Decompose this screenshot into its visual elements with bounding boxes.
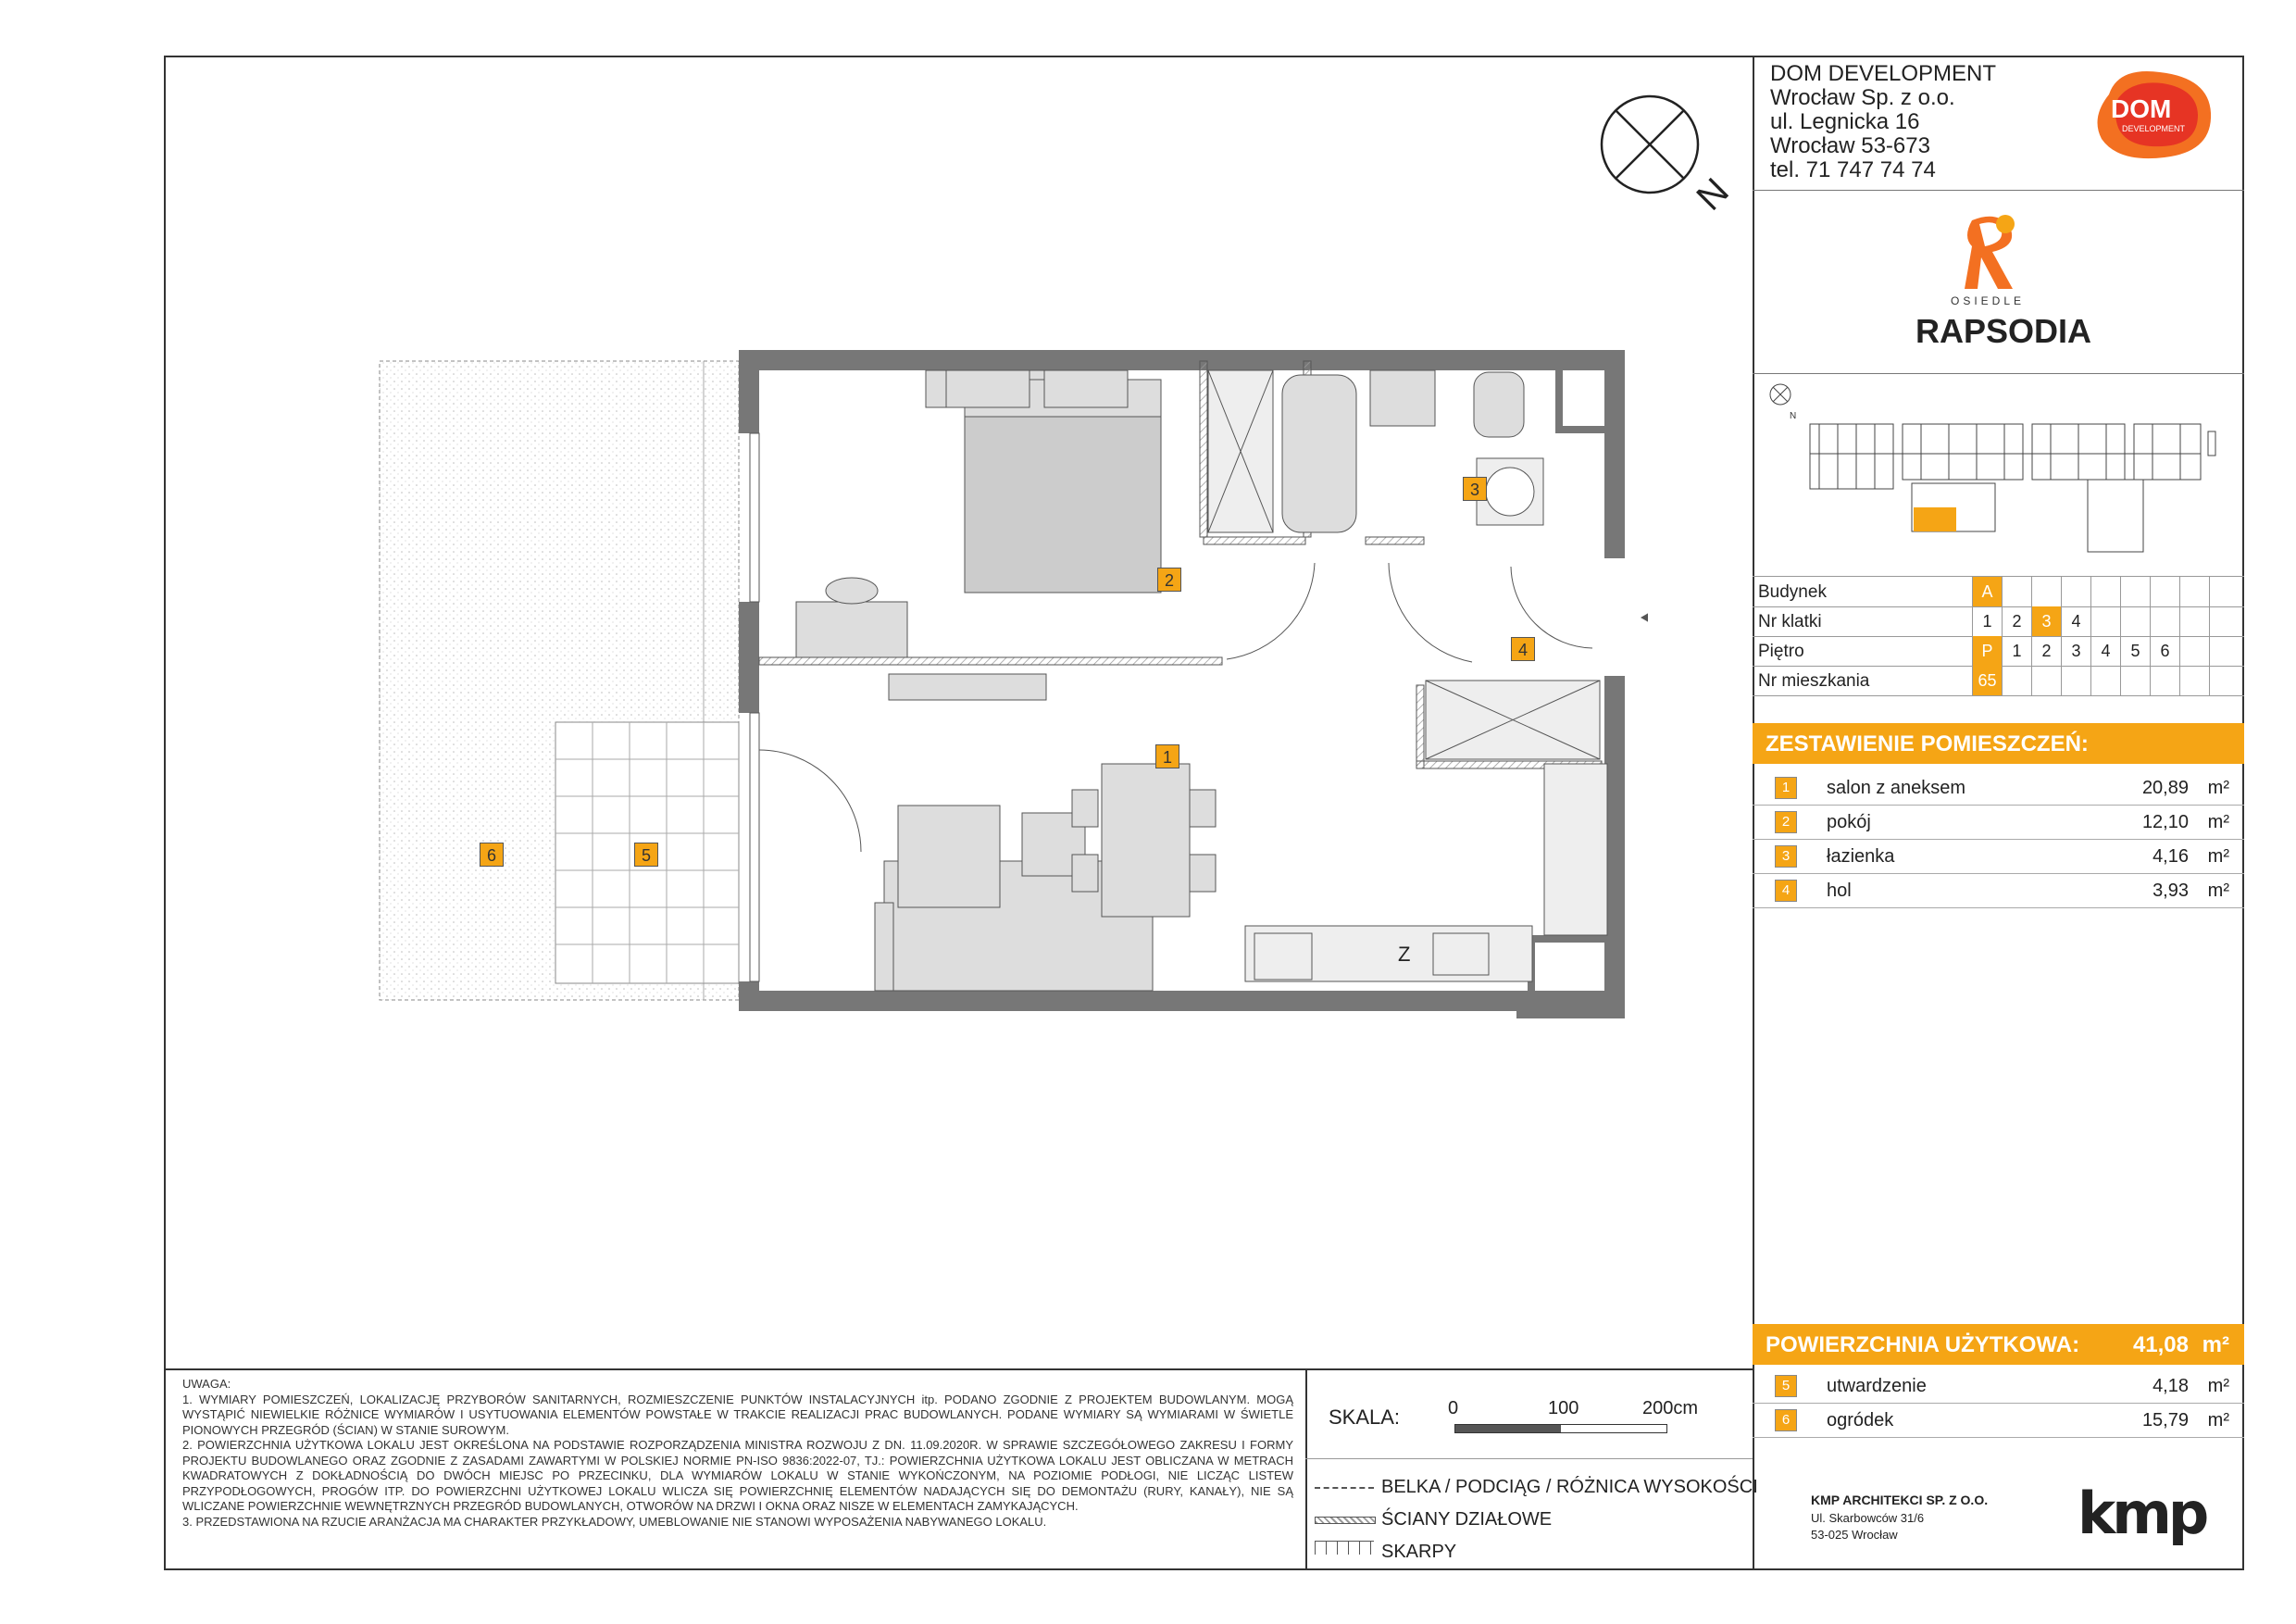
- kitchen-label: Z: [1398, 943, 1411, 966]
- header-divider: [1753, 190, 2244, 191]
- location-row-label: Nr mieszkania: [1758, 671, 1870, 691]
- legend-beam-line: [1315, 1487, 1374, 1489]
- room-area: 20,89: [2141, 778, 2189, 798]
- location-cell: [2209, 666, 2239, 695]
- location-cell: [2150, 577, 2179, 606]
- room-unit: m²: [2207, 812, 2229, 832]
- room-row: [1753, 839, 2244, 874]
- location-cell: [2150, 666, 2179, 695]
- room-area: 4,16: [2152, 846, 2189, 867]
- architect-name: KMP ARCHITEKCI SP. Z O.O.: [1811, 1493, 1989, 1507]
- room-name: łazienka: [1827, 846, 1895, 867]
- kmp-logo: kmp: [2078, 1480, 2206, 1547]
- room-area: 15,79: [2141, 1410, 2189, 1430]
- estate-divider: [1753, 373, 2244, 374]
- key-plan: [1764, 380, 2238, 574]
- note-1: 1. WYMIARY POMIESZCZEŃ, LOKALIZACJĘ PRZYBORÓW SANITARNYCH, ROZMIESZCZENIE PUNKTÓW INSTALACYJNYCH itp. PODANO ZGODNIE Z PROJEKTEM BUDOWLANYM. MOGĄ WYSTĄPIĆ NIEWIELKIE RÓŻNICE WYMIARÓW I USYTUOWANIA ELEMENTÓW POWSTAŁE W TRAKCIE REALIZACJI PRAC BUDOWLANYCH. PODANE WYMIARY SĄ WYMIARAMI W ŚWIETLE PIONOWYCH PRZEGRÓD (ŚCIAN) W STANIE SUROWYM.: [182, 1392, 1293, 1437]
- location-cell: [2179, 577, 2209, 606]
- room-num: 2: [1775, 811, 1797, 833]
- room-num: 1: [1775, 777, 1797, 799]
- legend-wall-swatch: [1315, 1517, 1376, 1524]
- scale-tick-200: 200cm: [1642, 1398, 1699, 1418]
- location-cell: [2150, 606, 2179, 636]
- location-cell: [2002, 577, 2031, 606]
- location-cell: [2209, 636, 2239, 666]
- room-row: [1753, 1368, 2244, 1404]
- plan-label-6: 6: [480, 843, 504, 867]
- location-cell: [2090, 666, 2120, 695]
- room-area: 12,10: [2141, 812, 2189, 832]
- location-cell: [2061, 666, 2090, 695]
- legend-slopes: SKARPY: [1381, 1542, 1457, 1562]
- location-row: [1753, 606, 2244, 637]
- room-unit: m²: [2207, 881, 2229, 901]
- company-city: Wrocław 53-673: [1770, 133, 1930, 158]
- scale-bar: [1454, 1424, 1667, 1433]
- location-cell: [2209, 577, 2239, 606]
- architect-street: Ul. Skarbowców 31/6: [1811, 1511, 1925, 1525]
- dom-logo: [2090, 67, 2215, 163]
- company-info: [1770, 62, 1996, 182]
- location-cell: A: [1972, 577, 2002, 606]
- location-row: [1753, 666, 2244, 696]
- room-unit: m²: [2207, 1376, 2229, 1396]
- scale-legend-divider: [1305, 1458, 1753, 1459]
- location-cell: [2061, 577, 2090, 606]
- location-cell: [2179, 636, 2209, 666]
- location-cell: 2: [2031, 636, 2061, 666]
- plan-label-4: 4: [1511, 637, 1535, 661]
- location-cell: [2031, 577, 2061, 606]
- location-cell: [2090, 606, 2120, 636]
- location-cell: P: [1972, 636, 2002, 666]
- notes-title: UWAGA:: [182, 1377, 231, 1391]
- location-cell: 1: [1972, 606, 2002, 636]
- room-unit: m²: [2207, 1410, 2229, 1430]
- plan-label-1: 1: [1155, 744, 1179, 768]
- room-row: [1753, 805, 2244, 840]
- location-row-label: Piętro: [1758, 642, 1804, 661]
- location-cell: 5: [2120, 636, 2150, 666]
- estate-name: RAPSODIA: [1915, 312, 2092, 350]
- location-cell: 1: [2002, 636, 2031, 666]
- location-cell: [2179, 606, 2209, 636]
- legend-beam: BELKA / PODCIĄG / RÓŻNICA WYSOKOŚCI: [1381, 1477, 1758, 1497]
- total-area-label: POWIERZCHNIA UŻYTKOWA:: [1766, 1332, 2080, 1357]
- compass-label: N: [1689, 170, 1737, 219]
- floor-plan: [370, 343, 1648, 1046]
- footer-split: [1305, 1368, 1307, 1570]
- location-cell: 6: [2150, 636, 2179, 666]
- room-unit: m²: [2207, 846, 2229, 867]
- location-row-label: Budynek: [1758, 582, 1827, 602]
- location-cell: [2002, 666, 2031, 695]
- dom-logo-sub: DEVELOPMENT: [2122, 124, 2186, 133]
- company-address: ul. Legnicka 16: [1770, 109, 1920, 134]
- location-cell: 3: [2031, 606, 2061, 636]
- room-unit: m²: [2207, 778, 2229, 798]
- location-row: [1753, 577, 2244, 607]
- location-cell: [2120, 606, 2150, 636]
- plan-label-3: 3: [1463, 477, 1487, 501]
- scale-tick-0: 0: [1448, 1398, 1459, 1418]
- location-cell: [2209, 606, 2239, 636]
- room-num: 6: [1775, 1409, 1797, 1431]
- room-area: 3,93: [2152, 881, 2189, 901]
- total-area-band: [1753, 1324, 2244, 1365]
- estate-small: OSIEDLE: [1951, 294, 2026, 307]
- rooms-header: [1753, 723, 2244, 764]
- legend-slope-swatch: [1315, 1541, 1374, 1555]
- location-cell: 2: [2002, 606, 2031, 636]
- footer-divider: [164, 1368, 1753, 1370]
- room-num: 3: [1775, 845, 1797, 868]
- company-line2: Wrocław Sp. z o.o.: [1770, 85, 1955, 110]
- legend-walls: ŚCIANY DZIAŁOWE: [1381, 1509, 1553, 1530]
- location-cell: 3: [2061, 636, 2090, 666]
- note-3: 3. PRZEDSTAWIONA NA RZUCIE ARANŻACJA MA CHARAKTER PRZYKŁADOWY, UMEBLOWANIE NIE STANOWI WYPOSAŻENIA NABYWANEGO LOKALU.: [182, 1514, 1047, 1529]
- location-cell: [2120, 666, 2150, 695]
- location-row: [1753, 636, 2244, 667]
- room-name: utwardzenie: [1827, 1376, 1927, 1396]
- rooms-header-text: ZESTAWIENIE POMIESZCZEŃ:: [1766, 731, 2089, 756]
- room-name: hol: [1827, 881, 1852, 901]
- rapsodia-logo: [1944, 209, 2037, 293]
- note-2: 2. POWIERZCHNIA UŻYTKOWA LOKALU JEST OKREŚLONA NA PODSTAWIE ROZPORZĄDZENIA MINISTRA ROZWOJU Z DN. 11.09.2020R. W SPRAWIE SZCZEGÓŁOWEGO ZAKRESU I FORMY PROJEKTU BUDOWLANEGO ORAZ ZGODNIE Z ZASADAMI ZAWARTYMI W POLSKIEJ NORMIE PN-ISO 9836:2022-07, TJ.: POWIERZCHNIA UŻYTKOWA LOKALU JEST OBLICZANA W METRACH KWADRATOWYCH Z DOKŁADNOŚCIĄ DO DWÓCH MIEJSC PO PRZECINKU, DLA WYMIARÓW LOKALU W STANIE WYKOŃCZONYM, NA POZIOMIE PODŁOGI, NIE LICZĄC LISTEW PRZYPODŁOGOWYCH, PROGÓW ITP. DO POWIERZCHNI UŻYTKOWEJ LOKALU WLICZA SIĘ POWIERZCHNIĘ ELEMENTÓW NADAJĄCYCH SIĘ DO DEMONTAŻU (RURY, KANAŁY), NIE SĄ WLICZANE POWIERZCHNIE WEWNĘTRZNYCH PRZEGRÓD BUDOWLANYCH, OTWORÓW NA DRZWI I OKNA ORAZ NISZE W ELEMENTACH ZAMYKAJĄCYCH.: [182, 1438, 1293, 1513]
- location-cell: 4: [2090, 636, 2120, 666]
- location-cell: 4: [2061, 606, 2090, 636]
- architect-city: 53-025 Wrocław: [1811, 1528, 1898, 1542]
- total-area-value: 41,08: [2132, 1332, 2189, 1357]
- plan-label-5: 5: [634, 843, 658, 867]
- plan-label-2: 2: [1157, 568, 1181, 592]
- room-area: 4,18: [2152, 1376, 2189, 1396]
- scale-tick-100: 100: [1548, 1398, 1579, 1418]
- room-row: [1753, 1403, 2244, 1438]
- location-cell: 65: [1972, 666, 2002, 695]
- company-name: DOM DEVELOPMENT: [1770, 61, 1997, 86]
- location-row-label: Nr klatki: [1758, 612, 1822, 631]
- company-phone: tel. 71 747 74 74: [1770, 157, 1936, 182]
- location-cell: [2090, 577, 2120, 606]
- room-name: salon z aneksem: [1827, 778, 1966, 798]
- location-cell: [2179, 666, 2209, 695]
- room-num: 4: [1775, 880, 1797, 902]
- room-name: pokój: [1827, 812, 1871, 832]
- scale-label: SKALA:: [1329, 1405, 1401, 1429]
- svg-text:N: N: [1790, 411, 1797, 421]
- room-row: [1753, 770, 2244, 806]
- location-cell: [2120, 577, 2150, 606]
- room-name: ogródek: [1827, 1410, 1894, 1430]
- notes: [182, 1377, 1293, 1530]
- compass: [1598, 93, 1746, 222]
- dom-logo-text: DOM: [2111, 94, 2172, 123]
- room-row: [1753, 873, 2244, 908]
- room-num: 5: [1775, 1375, 1797, 1397]
- location-cell: [2031, 666, 2061, 695]
- total-area-unit: m²: [2202, 1332, 2229, 1357]
